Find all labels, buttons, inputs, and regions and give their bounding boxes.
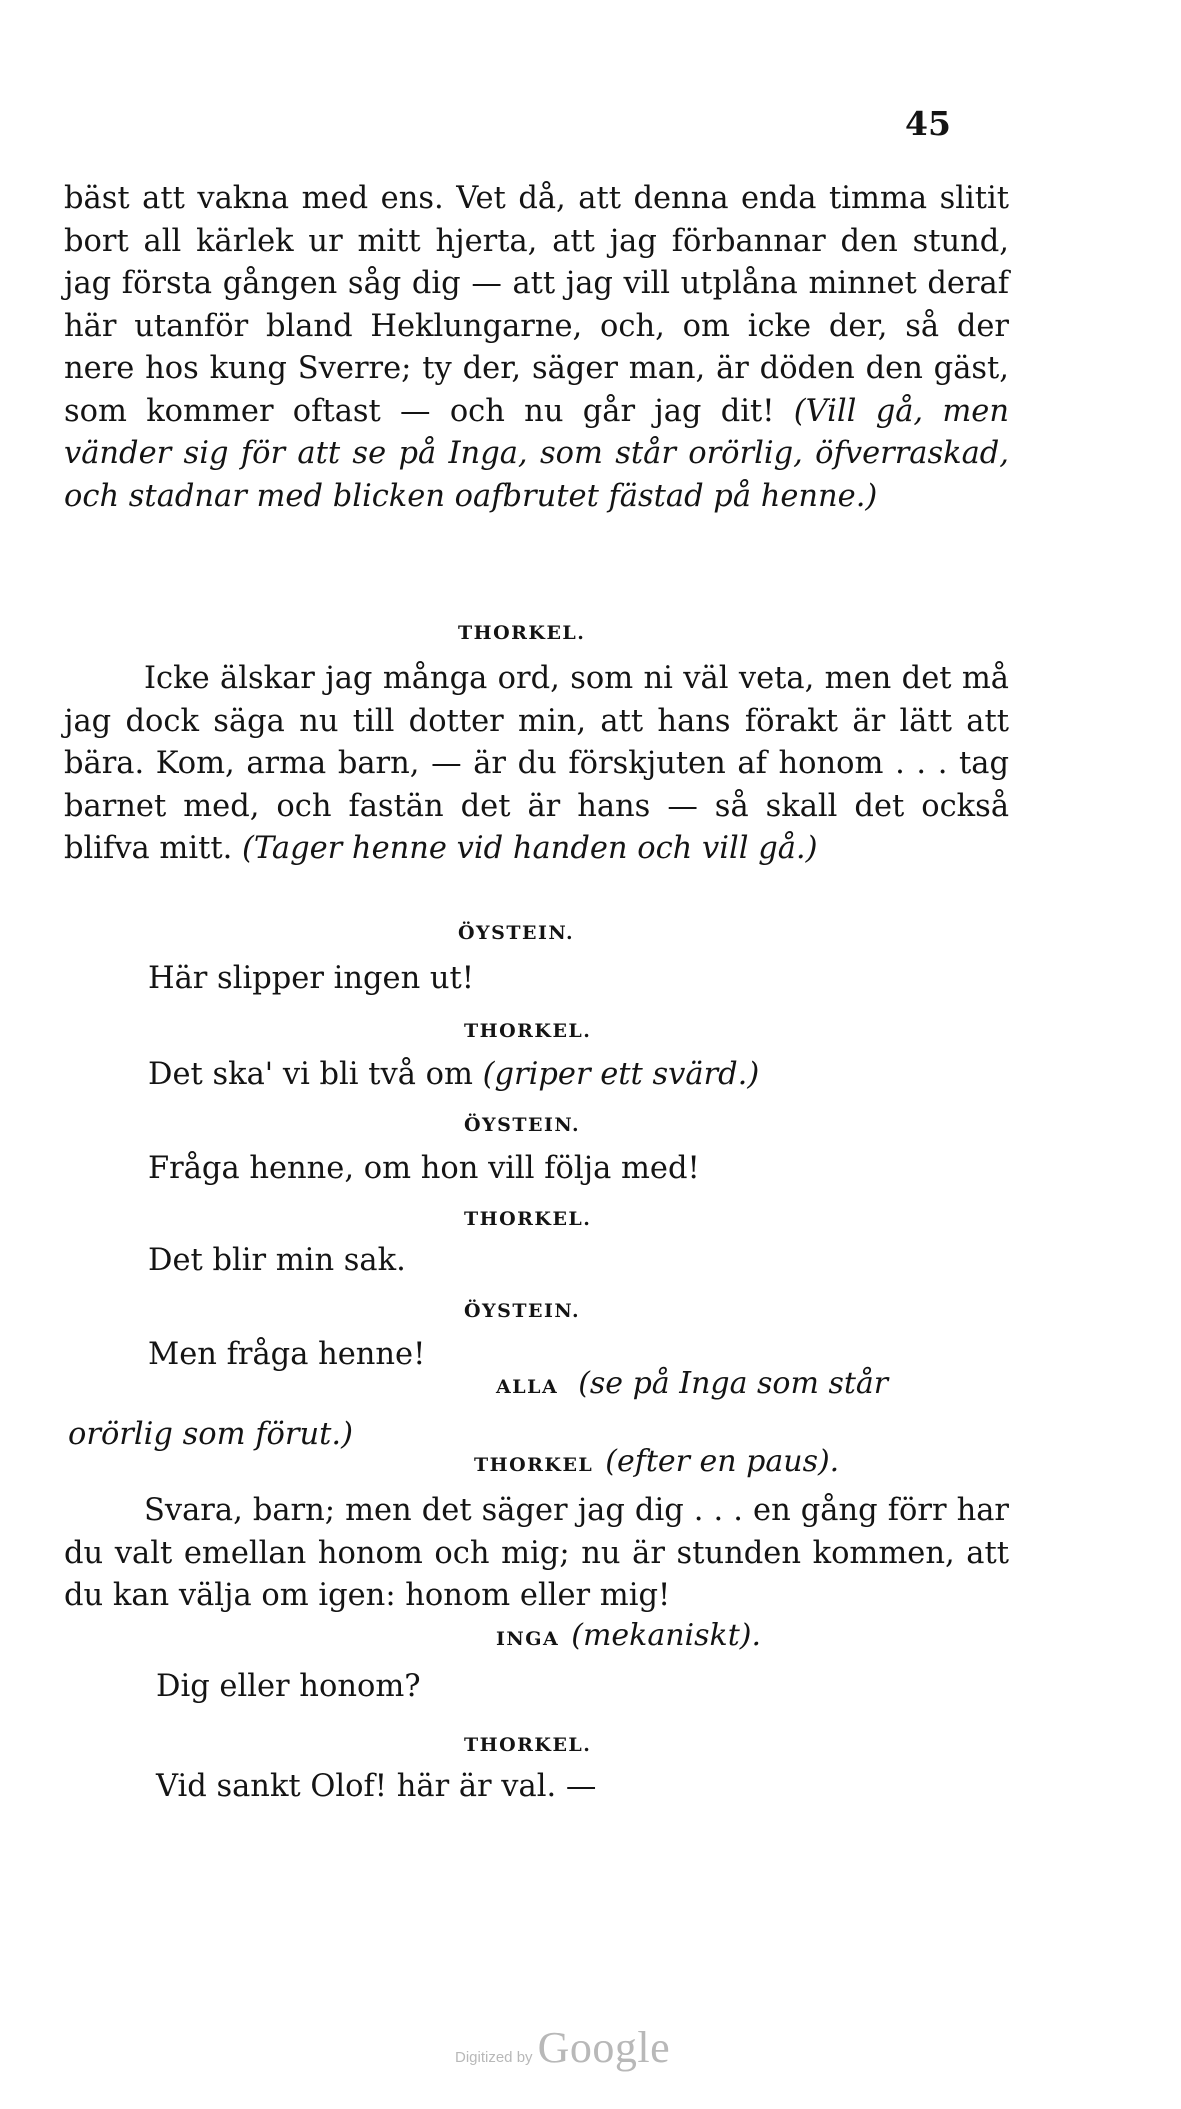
speaker-label: ÖYSTEIN. [458,922,575,944]
speaker-label: THORKEL. [464,1020,592,1042]
paragraph-continuation [64,178,1009,518]
dialogue-line: Fråga henne, om hon vill följa med! [148,1151,700,1186]
speaker-label: THORKEL [474,1454,594,1476]
paragraph-thorkel [64,658,1009,871]
stage-direction: orörlig som förut.) [68,1417,353,1452]
dialogue-line: Det blir min sak. [148,1243,406,1278]
dialogue-line: Vid sankt Olof! här är val. — [156,1769,597,1804]
dialogue-text: Det ska' vi bli två om [148,1057,483,1092]
speaker-label: THORKEL. [458,622,586,644]
speaker-label: ÖYSTEIN. [464,1300,581,1322]
dialogue-text: bäst att vakna med ens. Vet då, att denna enda timma slitit bort all kärlek ur mitt hjerta, att jag förbannar den stund, jag första gången såg dig — att jag vill utplåna minnet deraf här utanför bland Heklungarne, och, om icke der, så der nere hos kung Sverre; ty der, säger man, är döden den gäst, som kommer oftast — och nu går jag dit! [64,181,1009,429]
stage-direction: (efter en paus). [605,1444,840,1479]
speaker-label: THORKEL. [464,1208,592,1230]
paragraph-thorkel-choice [64,1490,1009,1618]
stage-direction: (griper ett svärd.) [482,1057,760,1092]
speaker-label: ALLA [496,1376,559,1398]
speaker-label: THORKEL. [464,1734,592,1756]
dialogue-paragraph [64,178,1009,518]
stage-direction: (mekaniskt). [571,1618,761,1653]
speaker-label: INGA [496,1628,560,1650]
google-logo-text: Google [537,2023,671,2072]
watermark-prefix: Digitized by [455,2049,533,2066]
dialogue-paragraph: Svara, barn; men det säger jag dig . . . en gång förr har du valt emellan honom och mig; nu är stunden kommen, att du kan välja om igen: honom eller mig! [64,1493,1009,1613]
dialogue-line: Dig eller honom? [156,1669,421,1704]
dialogue-text: Icke älskar jag många ord, som ni väl veta, men det må jag dock säga nu till dotter min, att hans förakt är lätt att bära. Kom, arma barn, — är du förskjuten af honom . . . tag barnet med, och fastän det är hans — så skall det också blifva mitt. [64,661,1009,866]
speaker-with-direction [496,1618,761,1653]
speaker-with-direction [474,1444,839,1479]
stage-direction: (Tager henne vid handen och vill gå.) [242,831,818,866]
dialogue-paragraph [64,658,1009,871]
stage-direction: (se på Inga som står [578,1366,889,1401]
dialogue-line: Här slipper ingen ut! [148,961,475,996]
speaker-label: ÖYSTEIN. [464,1114,581,1136]
stage-direction: (Vill gå, men vänder sig för att se på Inga, som står orörlig, öfverraskad, och stadnar med blicken oafbrutet fästad på henne.) [64,393,1009,514]
page-number: 45 [905,104,951,143]
speaker-with-direction [496,1366,888,1401]
dialogue-line [148,1054,759,1097]
dialogue-line: Men fråga henne! [148,1337,426,1372]
digitized-watermark [455,2022,670,2073]
